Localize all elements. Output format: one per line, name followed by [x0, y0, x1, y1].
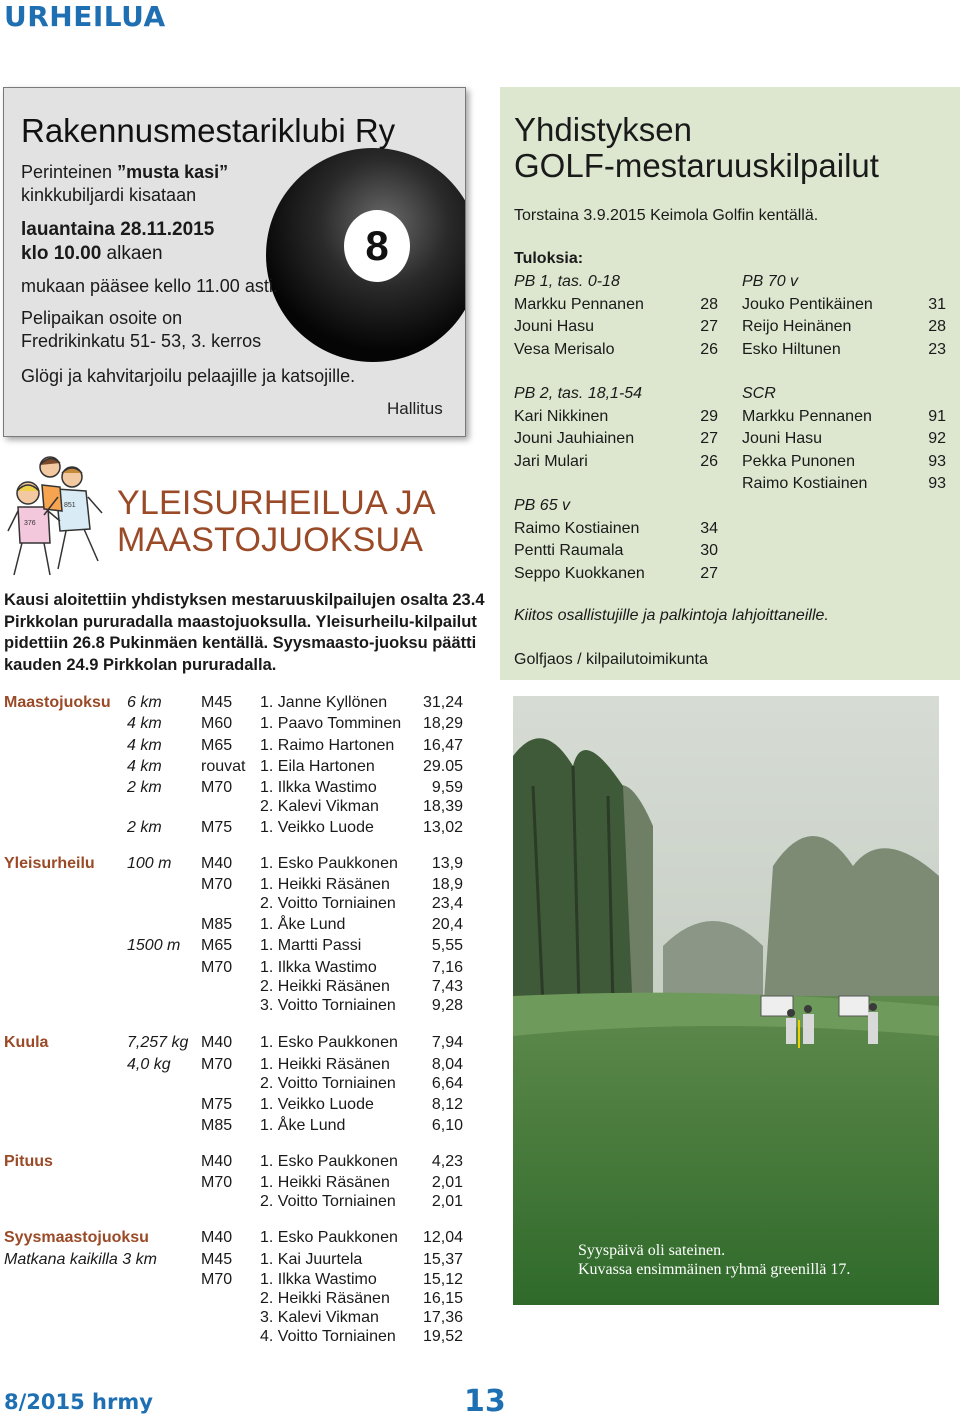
- result-class: M65: [201, 937, 233, 954]
- result-distance: 1500 m: [127, 937, 181, 954]
- page-number: 13: [464, 1384, 506, 1419]
- result-name: 4. Voitto Torniainen: [260, 1328, 396, 1345]
- result-value: 2,01: [431, 1193, 463, 1210]
- svg-text:851: 851: [64, 502, 76, 509]
- result-value: 18,29: [422, 715, 463, 732]
- golf-player-name: Reijo Heinänen: [742, 318, 852, 335]
- svg-text:376: 376: [24, 520, 36, 527]
- result-class: M70: [201, 876, 233, 893]
- result-name: 1. Åke Lund: [260, 916, 346, 933]
- golf-player-name: Raimo Kostiainen: [742, 475, 868, 492]
- result-value: 4,23: [431, 1153, 463, 1170]
- result-class: M85: [201, 1117, 233, 1134]
- result-value: 8,04: [431, 1056, 463, 1073]
- result-name: 1. Esko Paukkonen: [260, 855, 398, 872]
- club-intro: Perinteinen ”musta kasi”: [21, 162, 229, 182]
- golf-player-name: Pekka Punonen: [742, 452, 855, 470]
- result-distance: 4 km: [127, 758, 162, 775]
- result-class: M75: [201, 819, 233, 836]
- golf-course-photo: [513, 696, 939, 1305]
- golf-group-title: PB 65 v: [514, 497, 571, 514]
- golf-player-score: 27: [700, 564, 718, 582]
- golf-group-title: PB 70 v: [742, 273, 799, 290]
- result-value: 9,59: [431, 779, 463, 796]
- club-signature: Hallitus: [387, 399, 443, 418]
- result-distance: 4 km: [127, 737, 162, 754]
- result-value: 7,94: [431, 1034, 463, 1051]
- result-name: 1. Heikki Räsänen: [260, 1056, 390, 1073]
- result-value: 9,28: [431, 997, 463, 1014]
- result-name: 1. Heikki Räsänen: [260, 876, 390, 893]
- result-value: 23,4: [431, 895, 463, 912]
- result-name: 2. Heikki Räsänen: [260, 978, 390, 995]
- result-name: 1. Kai Juurtela: [260, 1251, 363, 1268]
- result-name: 1. Martti Passi: [260, 937, 362, 954]
- result-class: M40: [201, 1153, 233, 1170]
- result-value: 31,24: [422, 694, 463, 711]
- result-class: M40: [201, 1034, 233, 1051]
- result-name: 2. Voitto Torniainen: [260, 1193, 396, 1210]
- result-value: 19,52: [422, 1328, 463, 1345]
- golf-title: Yhdistyksen GOLF-mestaruuskilpailut: [514, 111, 879, 184]
- result-value: 8,12: [431, 1096, 463, 1113]
- result-name: 1. Eila Hartonen: [260, 758, 375, 775]
- result-name: 3. Kalevi Vikman: [260, 1309, 379, 1326]
- club-place-1: Pelipaikan osoite on: [21, 308, 183, 328]
- result-value: 12,04: [422, 1229, 463, 1246]
- golf-player-score: 26: [700, 340, 718, 358]
- result-value: 7,43: [431, 978, 463, 995]
- result-category: Kuula: [4, 1034, 49, 1051]
- result-name: 1. Janne Kyllönen: [260, 694, 388, 711]
- result-value: 5,55: [431, 937, 463, 954]
- result-value: 13,9: [431, 855, 463, 872]
- golf-player-score: 91: [928, 407, 946, 425]
- result-value: 13,02: [422, 819, 463, 836]
- result-distance: 100 m: [127, 855, 172, 872]
- result-class: rouvat: [201, 758, 246, 775]
- result-class: M85: [201, 916, 233, 933]
- result-class: M60: [201, 715, 233, 732]
- golf-player-score: 93: [928, 452, 946, 470]
- result-name: 1. Veikko Luode: [260, 819, 374, 836]
- golf-thanks: Kiitos osallistujille ja palkintoja lahjoittaneille.: [514, 607, 829, 624]
- golf-player-name: Vesa Merisalo: [514, 340, 615, 358]
- golf-player-score: 92: [928, 430, 946, 447]
- golf-player-name: Markku Pennanen: [742, 407, 872, 425]
- club-place-2: Fredrikinkatu 51- 53, 3. kerros: [21, 331, 262, 351]
- result-value: 7,16: [431, 959, 463, 976]
- result-category: Matkana kaikilla 3 km: [4, 1251, 157, 1268]
- club-entry: mukaan pääsee kello 11.00 asti.: [21, 276, 278, 296]
- eight-ball-icon: [266, 148, 466, 362]
- golf-player-score: 27: [700, 430, 718, 447]
- result-name: 1. Ilkka Wastimo: [260, 779, 377, 796]
- result-category: Yleisurheilu: [4, 855, 95, 872]
- club-announcement-box: [3, 87, 466, 437]
- result-value: 15,12: [422, 1271, 463, 1288]
- golf-group-title: PB 2, tas. 18,1-54: [514, 385, 643, 402]
- result-value: 2,01: [431, 1174, 463, 1191]
- golf-group-title: SCR: [742, 385, 776, 402]
- result-name: 2. Voitto Torniainen: [260, 1075, 396, 1092]
- result-class: M70: [201, 779, 233, 796]
- athletics-heading: YLEISURHEILUA JA MAASTOJUOKSUA: [117, 484, 436, 559]
- result-class: M75: [201, 1096, 233, 1113]
- photo-caption: Syyspäivä oli sateinen. Kuvassa ensimmäinen ryhmä greenillä 17.: [578, 1242, 851, 1278]
- result-class: M70: [201, 1056, 233, 1073]
- golf-date: Torstaina 3.9.2015 Keimola Golfin kentällä.: [514, 207, 819, 224]
- result-class: M70: [201, 959, 233, 976]
- result-distance: 2 km: [127, 819, 162, 836]
- result-value: 20,4: [431, 916, 463, 933]
- golf-signature: Golfjaos / kilpailutoimikunta: [514, 651, 708, 668]
- result-value: 29.05: [422, 758, 463, 775]
- result-class: M40: [201, 1229, 233, 1246]
- result-value: 16,15: [422, 1290, 463, 1307]
- club-date: lauantaina 28.11.2015: [21, 219, 215, 240]
- golf-player-name: Jouni Jauhiainen: [514, 430, 635, 447]
- golf-group-title: PB 1, tas. 0-18: [514, 273, 620, 290]
- result-value: 16,47: [422, 737, 463, 754]
- golf-player-score: 93: [928, 475, 946, 492]
- result-name: 3. Voitto Torniainen: [260, 997, 396, 1014]
- club-title: Rakennusmestariklubi Ry: [21, 112, 396, 149]
- golf-results-label: Tuloksia:: [514, 250, 584, 267]
- result-class: M65: [201, 737, 233, 754]
- golf-player-score: 30: [700, 542, 718, 559]
- ball-number: 8: [344, 210, 410, 282]
- result-value: 18,39: [422, 798, 463, 815]
- golf-player-name: Markku Pennanen: [514, 295, 644, 313]
- golf-player-score: 34: [700, 519, 718, 537]
- golf-player-name: Jouko Pentikäinen: [742, 295, 873, 313]
- result-name: 2. Voitto Torniainen: [260, 895, 396, 912]
- result-name: 1. Esko Paukkonen: [260, 1034, 398, 1051]
- result-category: Pituus: [4, 1153, 53, 1170]
- section-label: URHEILUA: [4, 0, 166, 33]
- result-value: 6,10: [431, 1117, 463, 1134]
- result-name: 2. Kalevi Vikman: [260, 798, 379, 815]
- golf-player-score: 28: [700, 295, 718, 313]
- footer-issue: 8/2015 hrmy: [4, 1390, 153, 1414]
- result-name: 1. Raimo Hartonen: [260, 737, 395, 754]
- result-distance: 4,0 kg: [127, 1056, 171, 1073]
- result-value: 18,9: [431, 876, 463, 893]
- result-name: 1. Esko Paukkonen: [260, 1229, 398, 1246]
- result-category: Maastojuoksu: [4, 694, 111, 711]
- result-name: 1. Paavo Tomminen: [260, 715, 402, 732]
- runners-illustration: [4, 451, 108, 581]
- result-class: M70: [201, 1271, 233, 1288]
- result-distance: 4 km: [127, 715, 162, 732]
- result-value: 17,36: [422, 1309, 463, 1326]
- golf-player-name: Jouni Hasu: [742, 430, 823, 447]
- golf-player-name: Pentti Raumala: [514, 542, 624, 559]
- club-time: klo 10.00 alkaen: [21, 243, 163, 264]
- result-class: M70: [201, 1174, 233, 1191]
- golf-player-score: 31: [928, 295, 946, 313]
- result-name: 1. Ilkka Wastimo: [260, 959, 377, 976]
- photo-scene: [513, 696, 939, 1305]
- result-class: M45: [201, 694, 233, 711]
- golf-player-score: 26: [700, 452, 718, 470]
- result-name: 1. Heikki Räsänen: [260, 1174, 390, 1191]
- golf-player-score: 29: [700, 407, 718, 425]
- golf-player-name: Seppo Kuokkanen: [514, 564, 645, 582]
- golf-player-name: Raimo Kostiainen: [514, 519, 640, 537]
- golf-player-name: Jouni Hasu: [514, 318, 595, 335]
- club-game: kinkkubiljardi kisataan: [21, 185, 197, 205]
- athletics-intro: Kausi aloitettiin yhdistyksen mestaruuskilpailujen osalta 23.4 Pirkkolan pururadalla maastojuoksulla. Yleisurheilu-kilpailut pidettiin 26.8 Pukinmäen kentällä. Syysmaasto-juoksu päätti kauden 24.9 Pirkkolan pururadalla.: [4, 591, 485, 674]
- golf-player-name: Jari Mulari: [514, 452, 588, 470]
- golf-player-score: 27: [700, 318, 718, 335]
- result-name: 1. Ilkka Wastimo: [260, 1271, 377, 1288]
- result-name: 1. Åke Lund: [260, 1117, 346, 1134]
- result-name: 1. Veikko Luode: [260, 1096, 374, 1113]
- golf-player-score: 28: [928, 318, 946, 335]
- result-value: 15,37: [422, 1251, 463, 1268]
- result-name: 2. Heikki Räsänen: [260, 1290, 390, 1307]
- result-class: M45: [201, 1251, 233, 1268]
- result-distance: 2 km: [127, 779, 162, 796]
- result-distance: 7,257 kg: [127, 1034, 189, 1051]
- golf-player-name: Esko Hiltunen: [742, 340, 841, 358]
- result-value: 6,64: [431, 1075, 463, 1092]
- club-coffee: Glögi ja kahvitarjoilu pelaajille ja katsojille.: [21, 366, 356, 386]
- result-name: 1. Esko Paukkonen: [260, 1153, 398, 1170]
- result-class: M40: [201, 855, 233, 872]
- golf-player-score: 23: [928, 340, 946, 358]
- result-distance: 6 km: [127, 694, 162, 711]
- result-category: Syysmaastojuoksu: [4, 1229, 149, 1246]
- golf-player-name: Kari Nikkinen: [514, 407, 609, 425]
